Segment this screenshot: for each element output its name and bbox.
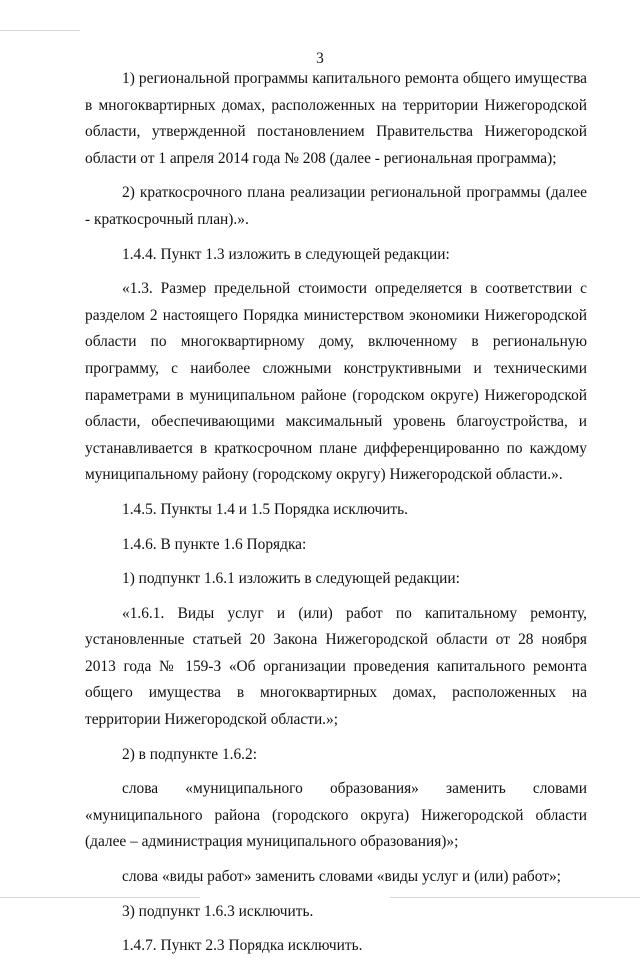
paragraph-short-term-plan: 2) краткосрочного плана реализации региональной программы (далее - краткосрочный план).».: [85, 184, 587, 228]
scan-artifact-line: [0, 30, 80, 31]
paragraph-subitem-1-6-1: 1) подпункт 1.6.1 изложить в следующей редакции:: [122, 570, 460, 588]
paragraph-regional-program: 1) региональной программы капитального ремонта общего имущества в многоквартирных домах, расположенных на территории Нижегородской области, утвержденной постановлением Правительства Нижегородской области от 1 апреля 2014 года № 208 (далее - региональная программа);: [85, 70, 587, 167]
paragraph-1-6-1-new-text: «1.6.1. Виды услуг и (или) работ по капитальному ремонту, установленные статьей 20 Закона Нижегородской области от 28 ноября 2013 года № 159-З «Об организации проведения капитального ремонта общего имущества в многоквартирных домах, расположенных на территории Нижегородской области.»;: [85, 604, 587, 729]
document-body: [85, 66, 587, 960]
page-number: 3: [316, 50, 324, 67]
paragraph-replace-municipal-formation: слова «муниципального образования» заменить словами «муниципального района (городского округа) Нижегородской области (далее – администрация муниципального образования)»;: [85, 780, 587, 851]
paragraph-1-4-6: 1.4.6. В пункте 1.6 Порядка:: [122, 535, 307, 553]
paragraph-1-4-5: 1.4.5. Пункты 1.4 и 1.5 Порядка исключить.: [122, 500, 409, 518]
paragraph-subitem-1-6-3: 3) подпункт 1.6.3 исключить.: [122, 902, 314, 920]
paragraph-1-3-new-text: «1.3. Размер предельной стоимости определяется в соответствии с разделом 2 настоящего Порядка министерством экономики Нижегородской области по многоквартирному дому, включенному в региональную программу, с наиболее сложными конструктивными и техническими параметрами в муниципальном районе (городском округе) Нижегородской области, обеспечивающими максимальный уровень благоустройства, и устанавливается в краткосрочном плане дифференцированно по каждому муниципальному району (городскому округу) Нижегородской области.».: [85, 280, 587, 484]
paragraph-1-4-7: 1.4.7. Пункт 2.3 Порядка исключить.: [122, 937, 363, 955]
paragraph-replace-types-of-work: слова «виды работ» заменить словами «виды услуг и (или) работ»;: [122, 868, 561, 886]
paragraph-subitem-1-6-2: 2) в подпункте 1.6.2:: [122, 745, 258, 763]
paragraph-1-4-4: 1.4.4. Пункт 1.3 изложить в следующей редакции:: [122, 245, 450, 263]
